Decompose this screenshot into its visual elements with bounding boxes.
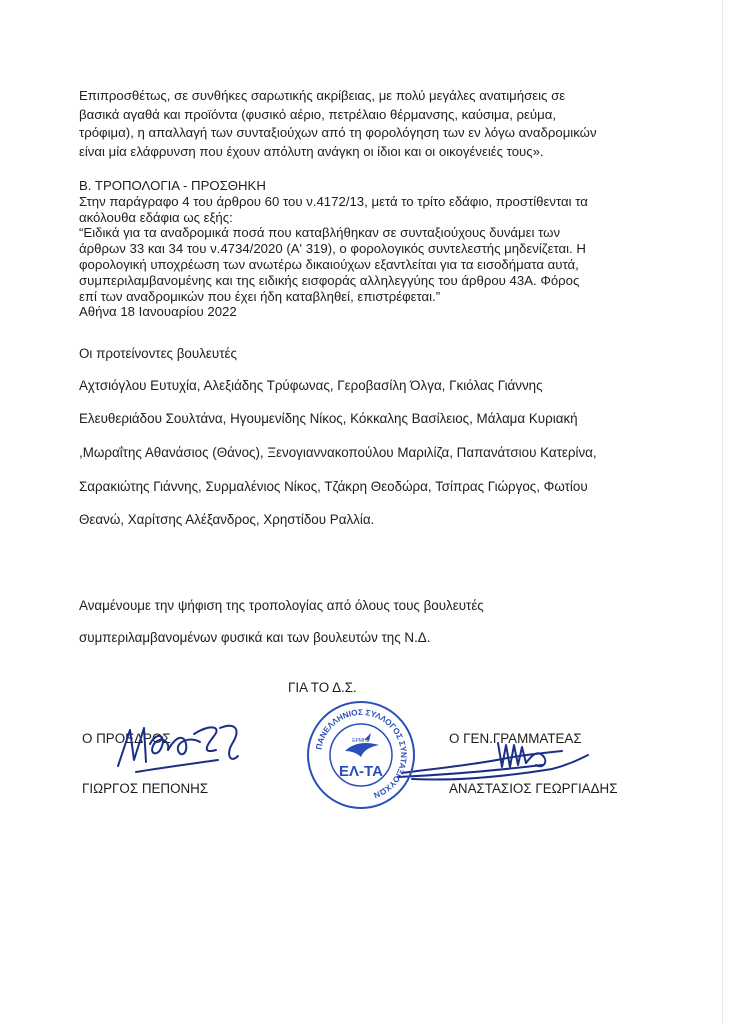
section-line: ακόλουθα εδάφια ως εξής:: [79, 209, 233, 225]
for-board-label: ΓΙΑ ΤΟ Δ.Σ.: [288, 680, 357, 695]
stamp-ring-text: ΠΑΝΕΛΛΗΝΙΟΣ ΣΥΛΛΟΓΟΣ ΣΥΝΤΑΞΙΟΥΧΩΝ: [314, 707, 409, 800]
proposers-heading: Οι προτείνοντες βουλευτές: [79, 346, 237, 361]
paragraph-line: Επιπροσθέτως, σε συνθήκες σαρωτικής ακρίβειας, με πολύ μεγάλες ανατιμήσεις σε: [79, 88, 566, 103]
section-line: άρθρων 33 και 34 του ν.4734/2020 (Α' 319), ο φορολογικός συντελεστής μηδενίζεται. Η: [79, 241, 586, 257]
president-signature: [110, 714, 270, 784]
section-line: επί των αναδρομικών που έχει ήδη καταβληθεί, επιστρέφεται.”: [79, 288, 441, 304]
section-line: “Ειδικά για τα αναδρομικά ποσά που καταβλήθηκαν σε συνταξιούχους δυνάμει των: [79, 225, 561, 241]
secretary-name: ΑΝΑΣΤΑΣΙΟΣ ΓΕΩΡΓΙΑΔΗΣ: [449, 781, 618, 796]
section-line: φορολογική υποχρέωση των ανωτέρω δικαιούχων εξαντλείται για τα εισοδήματα αυτά,: [79, 256, 579, 272]
association-stamp: [305, 699, 417, 811]
proposers-line: ,Μωραΐτης Αθανάσιος (Θάνος), Ξενογιαννακοπούλου Μαριλίζα, Παπανάτσιου Κατερίνα,: [79, 445, 597, 460]
section-heading: Β. ΤΡΟΠΟΛΟΓΙΑ - ΠΡΟΣΘΗΚΗ: [79, 178, 266, 193]
stamp-small-text: ΕΡΜΗΣ: [352, 738, 370, 744]
proposers-line: Ελευθεριάδου Σουλτάνα, Ηγουμενίδης Νίκος, Κόκκαλης Βασίλειος, Μάλαμα Κυριακή: [79, 411, 578, 426]
bird-icon: [345, 743, 379, 757]
proposers-line: Σαρακιώτης Γιάννης, Συρμαλένιος Νίκος, Τζάκρη Θεοδώρα, Τσίπρας Γιώργος, Φωτίου: [79, 479, 588, 494]
document-date: Αθήνα 18 Ιανουαρίου 2022: [79, 304, 237, 320]
proposers-line: Αχτσιόγλου Ευτυχία, Αλεξιάδης Τρύφωνας, Γεροβασίλη Όλγα, Γκιόλας Γιάννης: [79, 378, 543, 393]
page-edge: [722, 0, 723, 1024]
amendment-section: [79, 178, 659, 320]
secretary-title: Ο ΓΕΝ.ΓΡΑΜΜΑΤΕΑΣ: [449, 731, 582, 746]
president-title: Ο ΠΡΟΕΔΡΟΣ: [82, 731, 171, 746]
paragraph-line: τρόφιμα), η απαλλαγή των συνταξιούχων από τη φορολόγηση των εν λόγω αναδρομικών: [79, 125, 597, 140]
paragraph-line: βασικά αγαθά και προϊόντα (φυσικό αέριο, πετρέλαιο θέρμανσης, καύσιμα, ρεύμα,: [79, 106, 557, 122]
section-line: Στην παράγραφο 4 του άρθρου 60 του ν.4172/13, μετά το τρίτο εδάφιο, προστίθενται τα: [79, 193, 588, 209]
section-line: συμπεριλαμβανομένης και της ειδικής εισφοράς αλληλεγγύης του άρθρου 43Α. Φόρος: [79, 272, 580, 288]
president-name: ΓΙΩΡΓΟΣ ΠΕΠΟΝΗΣ: [82, 781, 209, 796]
closing-line: Αναμένουμε την ψήφιση της τροπολογίας από όλους τους βουλευτές: [79, 598, 484, 613]
intro-paragraph: [79, 87, 639, 161]
secretary-signature: [392, 735, 632, 785]
paragraph-line: είναι μία ελάφρυνση που έχουν απόλυτη ανάγκη οι ίδιοι και οι οικογένειές τους».: [79, 143, 544, 159]
proposers-line: Θεανώ, Χαρίτσης Αλέξανδρος, Χρηστίδου Ραλλία.: [79, 512, 375, 527]
stamp-logo-text: ΕΛ-ΤΑ: [339, 763, 383, 780]
closing-line: συμπεριλαμβανομένων φυσικά και των βουλευτών της Ν.Δ.: [79, 630, 431, 645]
